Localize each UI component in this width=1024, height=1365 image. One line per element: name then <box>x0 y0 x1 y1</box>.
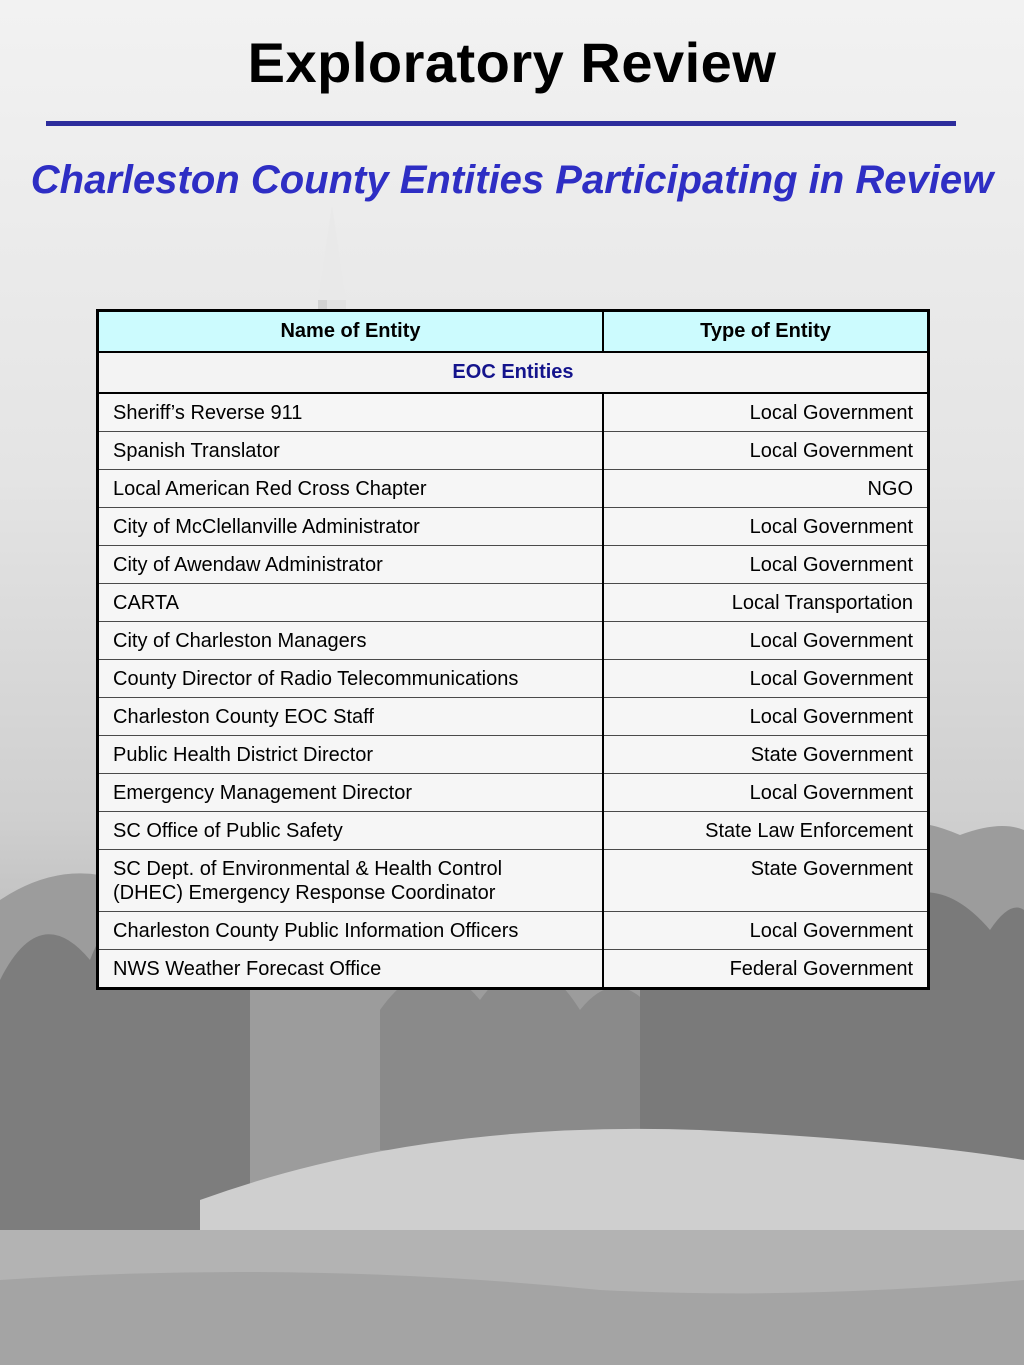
table-row <box>98 622 929 660</box>
entity-name: SC Office of Public Safety <box>113 820 343 842</box>
table-row <box>98 850 929 912</box>
entity-type: State Government <box>603 736 929 774</box>
entity-type: Local Government <box>603 432 929 470</box>
entity-type: Local Government <box>603 546 929 584</box>
entity-type: State Government <box>603 850 929 912</box>
entity-name-line2: (DHEC) Emergency Response Coordinator <box>113 882 496 904</box>
slide-title: Exploratory Review <box>247 31 777 94</box>
entities-table <box>96 309 930 990</box>
section-label: EOC Entities <box>98 352 929 393</box>
entity-name: Spanish Translator <box>113 440 280 462</box>
entity-name: Charleston County EOC Staff <box>113 706 374 728</box>
entity-name: City of Charleston Managers <box>113 630 367 652</box>
entity-name-cell <box>98 812 604 850</box>
column-header-type: Type of Entity <box>603 311 929 353</box>
entity-name-cell <box>98 850 604 912</box>
table-row <box>98 393 929 432</box>
entity-type: NGO <box>603 470 929 508</box>
table-row <box>98 432 929 470</box>
entity-name-cell <box>98 584 604 622</box>
entity-name-cell <box>98 950 604 989</box>
table-header-row <box>98 311 929 353</box>
table-row <box>98 812 929 850</box>
table-row <box>98 912 929 950</box>
table-row <box>98 660 929 698</box>
table-row <box>98 950 929 989</box>
entity-name-cell <box>98 508 604 546</box>
entity-name-cell <box>98 546 604 584</box>
entity-name: Emergency Management Director <box>113 782 413 804</box>
table-row <box>98 736 929 774</box>
table-row <box>98 470 929 508</box>
entity-type: Local Government <box>603 393 929 432</box>
entity-type: Local Government <box>603 774 929 812</box>
table-row <box>98 698 929 736</box>
entity-name: Local American Red Cross Chapter <box>113 478 427 500</box>
entity-name: City of McClellanville Administrator <box>113 516 420 538</box>
table-row <box>98 508 929 546</box>
entity-type: Local Government <box>603 660 929 698</box>
entity-name: NWS Weather Forecast Office <box>113 958 382 980</box>
title-divider <box>46 121 956 126</box>
table-row <box>98 584 929 622</box>
entity-name-cell <box>98 774 604 812</box>
entity-name: SC Dept. of Environmental & Health Control <box>113 858 503 880</box>
entity-type: Local Transportation <box>603 584 929 622</box>
entity-name: County Director of Radio Telecommunications <box>113 668 519 690</box>
entity-type: Local Government <box>603 508 929 546</box>
entity-name-cell <box>98 470 604 508</box>
entity-name: Public Health District Director <box>113 744 374 766</box>
column-header-name: Name of Entity <box>98 311 604 353</box>
section-row <box>98 352 929 393</box>
entity-name-cell <box>98 912 604 950</box>
entity-name-cell <box>98 622 604 660</box>
entity-type: Local Government <box>603 622 929 660</box>
entity-type: Federal Government <box>603 950 929 989</box>
entity-name: City of Awendaw Administrator <box>113 554 383 576</box>
slide-subtitle: Charleston County Entities Participating in Review <box>30 158 994 202</box>
entity-name-cell <box>98 660 604 698</box>
entity-type: Local Government <box>603 912 929 950</box>
entity-name-cell <box>98 698 604 736</box>
entity-name-cell <box>98 432 604 470</box>
entity-name: Charleston County Public Information Officers <box>113 920 519 942</box>
entity-name-cell <box>98 736 604 774</box>
entity-name: Sheriff’s Reverse 911 <box>113 402 303 424</box>
entity-name: CARTA <box>113 592 179 614</box>
table-row <box>98 774 929 812</box>
table-row <box>98 546 929 584</box>
entity-type: Local Government <box>603 698 929 736</box>
entity-name-cell <box>98 393 604 432</box>
entity-type: State Law Enforcement <box>603 812 929 850</box>
